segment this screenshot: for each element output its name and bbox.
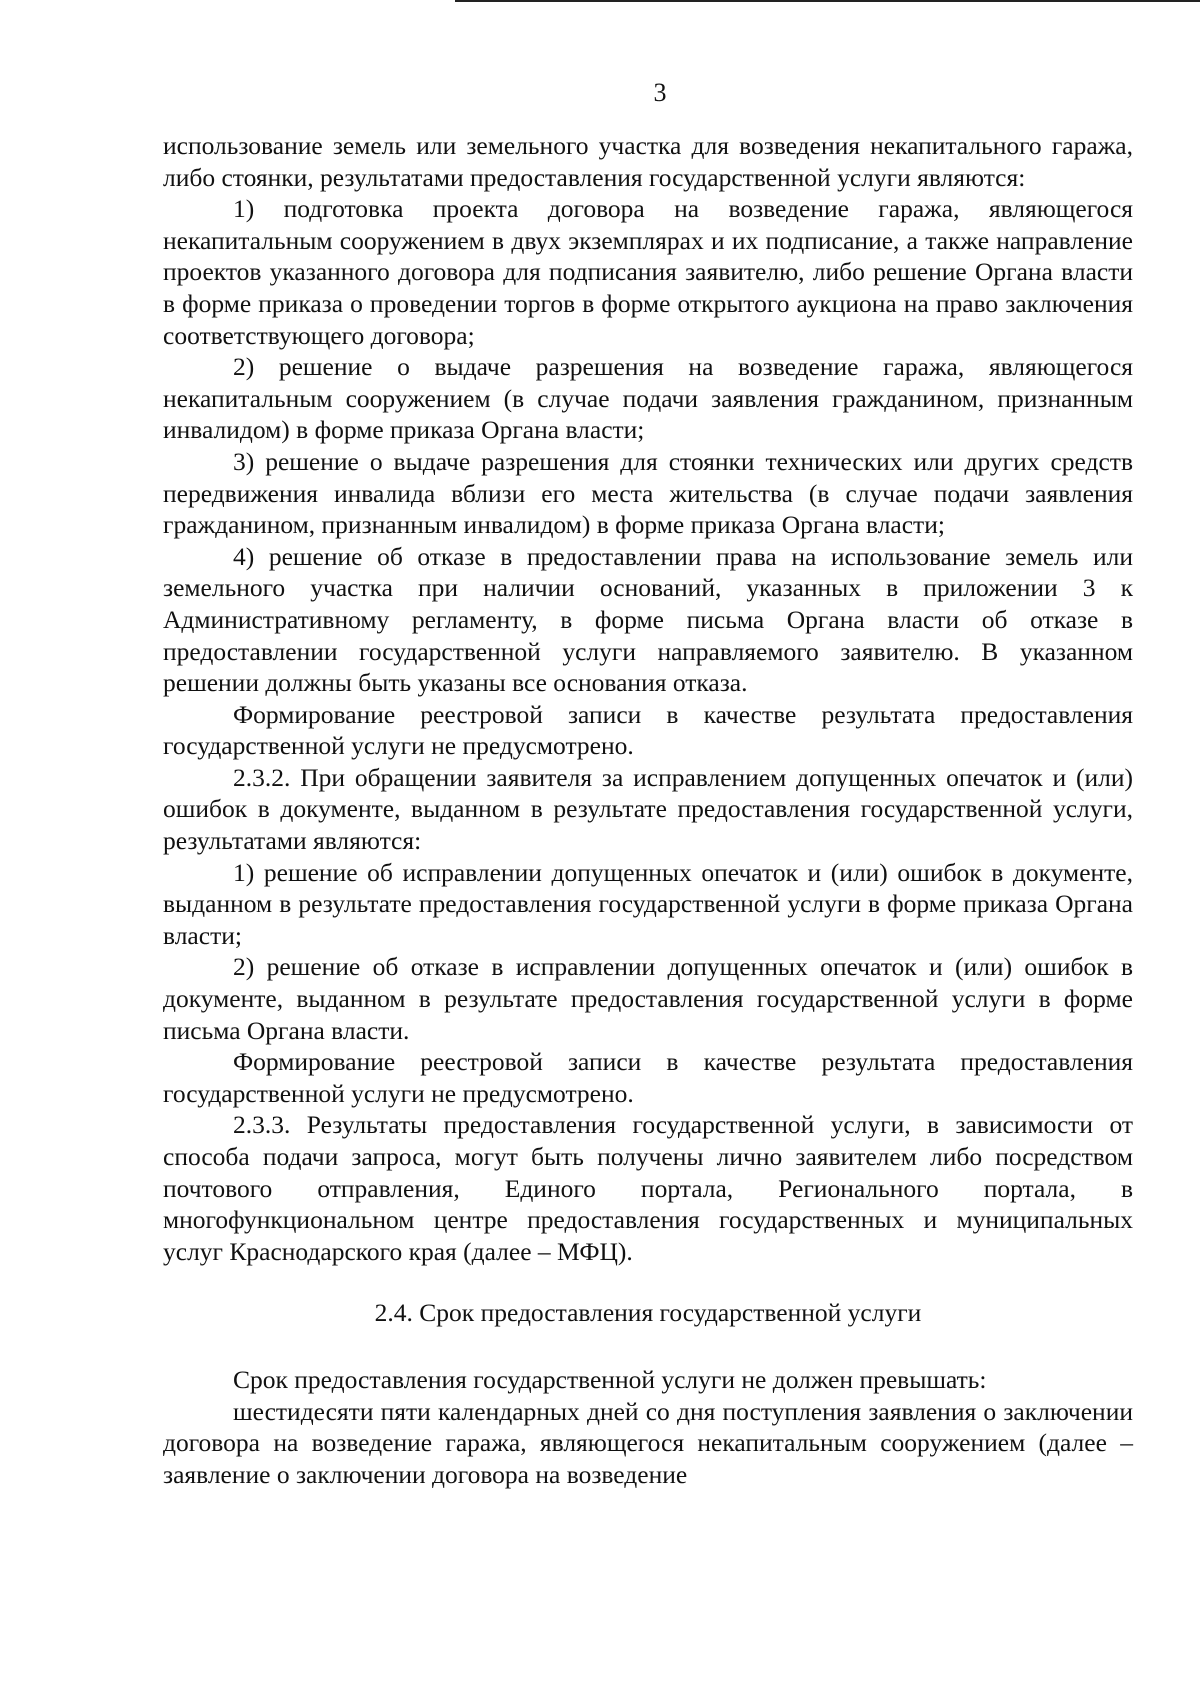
page-number: 3 bbox=[653, 78, 667, 107]
document-body bbox=[163, 130, 1133, 1490]
paragraph: использование земель или земельного участка для возведения некапитального гаража, либо стоянки, результатами предоставления государственной услуги являются: bbox=[163, 131, 1133, 192]
paragraph: Формирование реестровой записи в качестве результата предоставления государственной услуги не предусмотрено. bbox=[163, 699, 1133, 761]
paragraph: Формирование реестровой записи в качестве результата предоставления государственной услуги не предусмотрено. bbox=[163, 1047, 1133, 1108]
section-heading: 2.4. Срок предоставления государственной услуги bbox=[374, 1298, 922, 1328]
clause-paragraph: 2.3.3. Результаты предоставления государственной услуги, в зависимости от способа подачи запроса, могут быть получены лично заявителем либо посредством почтового отправления, Единого портала, Регионального портала, в многофункциональном центре предоставления государственных и муниципальных услуг Краснодарского края (далее – МФЦ). bbox=[163, 1110, 1133, 1266]
list-item: 3) решение о выдаче разрешения для стоянки технических или других средств передвижения инвалида вблизи его места жительства (в случае подачи заявления гражданином, признанным инвалидом) в форме приказа Органа власти; bbox=[163, 446, 1133, 540]
top-border-line bbox=[455, 0, 1200, 2]
paragraph: шестидесяти пяти календарных дней со дня поступления заявления о заключении договора на возведение гаража, являющегося некапитальным сооружением (далее – заявление о заключении договора на возведение bbox=[163, 1396, 1133, 1489]
list-item: 1) решение об исправлении допущенных опечаток и (или) ошибок в документе, выданном в результате предоставления государственной услуги в форме приказа Органа власти; bbox=[163, 857, 1133, 950]
list-item: 1) подготовка проекта договора на возведение гаража, являющегося некапитальным сооружением в двух экземплярах и их подписание, а также направление проектов указанного договора для подписания заявителю, либо решение Органа власти в форме приказа о проведении торгов в форме открытого аукциона на право заключения соответствующего договора; bbox=[163, 194, 1133, 350]
list-item: 4) решение об отказе в предоставлении права на использование земель или земельного участка при наличии оснований, указанных в приложении 3 к Административному регламенту, в форме письма Органа власти об отказе в предоставлении государственной услуги направляемого заявителю. В указанном решении должны быть указаны все основания отказа. bbox=[163, 541, 1133, 698]
clause-paragraph: 2.3.2. При обращении заявителя за исправлением допущенных опечаток и (или) ошибок в документе, выданном в результате предоставления государственной услуги, результатами являются: bbox=[163, 762, 1133, 856]
paragraph: Срок предоставления государственной услуги не должен превышать: bbox=[233, 1364, 987, 1394]
list-item: 2) решение о выдаче разрешения на возведение гаража, являющегося некапитальным сооружением (в случае подачи заявления гражданином, признанным инвалидом) в форме приказа Органа власти; bbox=[163, 352, 1133, 445]
list-item: 2) решение об отказе в исправлении допущенных опечаток и (или) ошибок в документе, выданном в результате предоставления государственной услуги в форме письма Органа власти. bbox=[163, 952, 1133, 1045]
